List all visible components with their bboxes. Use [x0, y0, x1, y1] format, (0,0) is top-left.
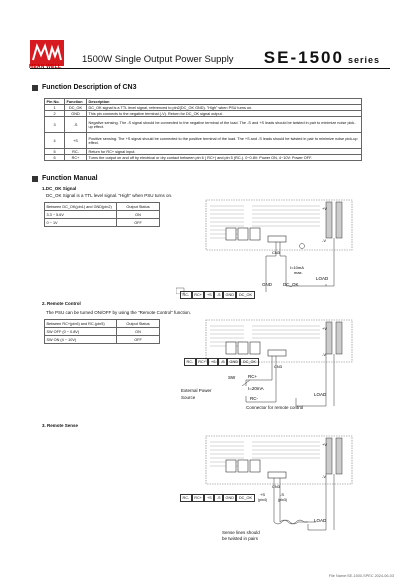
source-label: Source	[181, 395, 196, 400]
table-cell: 3.3 ~ 5.6V	[45, 211, 117, 219]
connector-strip-remote	[184, 358, 259, 366]
table-header: Output Status	[117, 320, 160, 328]
table-cell: +S	[65, 133, 87, 149]
table-cell: 3	[45, 117, 65, 133]
connector-strip-sense	[180, 494, 255, 502]
connector-strip-dcok	[180, 291, 255, 299]
table-header: Pin No.	[45, 99, 65, 105]
table-cell: GND	[65, 111, 87, 117]
load-label: LOAD	[314, 392, 327, 397]
mean-well-logo-icon	[30, 40, 64, 66]
table-header-row	[45, 320, 160, 328]
remote-status-table	[44, 319, 160, 344]
sw-label: SW	[228, 375, 236, 380]
table-cell: 4	[45, 133, 65, 149]
table-row	[45, 211, 160, 219]
connector-pin: DC_OK	[236, 291, 254, 299]
table-header-row	[45, 203, 160, 211]
load-label: LOAD	[316, 276, 329, 281]
table-cell: SW OFF (0 ~ 0.8V)	[45, 328, 117, 336]
connector-pin: RC-	[184, 358, 196, 366]
rc-minus-label: RC-	[250, 396, 258, 401]
connector-pin: RC-	[180, 291, 192, 299]
sense-note-line2: be twisted in pairs	[222, 536, 259, 541]
external-power-label: External Power	[181, 388, 212, 393]
table-row	[45, 328, 160, 336]
rc-plus-label: RC+	[248, 374, 258, 379]
table-header: Description	[87, 99, 362, 105]
plus-v-label: +V	[322, 206, 328, 211]
connector-pin: DC_OK	[236, 494, 254, 502]
page-header	[0, 0, 416, 72]
connector-pin: GND	[223, 494, 236, 502]
dcok-status-table	[44, 202, 160, 227]
table-cell: 0 ~ 1V	[45, 219, 117, 227]
cn3-title-text: Function Description of CN3	[42, 84, 137, 91]
connector-pin: RC+	[192, 494, 205, 502]
page-subtitle: 1500W Single Output Power Supply	[82, 54, 234, 65]
pin4-label: (pin4)	[258, 498, 267, 502]
connector-pin: RC+	[192, 291, 205, 299]
header-rule	[30, 68, 390, 69]
cn3-label: CN3	[274, 364, 283, 369]
connector-pin: +S	[204, 494, 214, 502]
table-cell: DC_OK signal is a TTL level signal, referenced to pin2(DC_OK GND). "High" when PSU turns on.	[87, 105, 362, 111]
dcok-heading: 1.DC_OK Signal	[42, 186, 77, 191]
table-row	[45, 155, 362, 161]
minus-v-label: -V	[322, 238, 326, 243]
table-row	[45, 336, 160, 344]
table-cell: ON	[117, 211, 160, 219]
connector-pin: RC-	[180, 494, 192, 502]
section-bullet-icon	[32, 176, 38, 182]
plus-v-label: +V	[322, 326, 328, 331]
cn3-pin-table	[44, 98, 362, 161]
plus-s-label: +S	[260, 492, 266, 497]
connector-pin: GND	[223, 291, 236, 299]
sense-note-line1: Sense lines should	[222, 530, 260, 535]
i-20ma-label: I=20mA	[248, 386, 264, 391]
section-bullet-icon	[32, 85, 38, 91]
manual-title-text: Function Manual	[42, 175, 98, 182]
table-cell: -S	[65, 117, 87, 133]
remote-description: The PSU can be turned ON/OFF by using the "Remote Control" function.	[46, 310, 192, 315]
table-cell: This pin connects to the negative terminal (-V). Return for DC_OK signal output.	[87, 111, 362, 117]
remote-heading: 2. Remote Control	[42, 301, 81, 306]
i-10ma-label: I=10mA	[290, 265, 304, 270]
table-cell: DC_OK	[65, 105, 87, 111]
table-cell: RC+	[65, 155, 87, 161]
model-title	[264, 48, 380, 68]
minus-v-label: -V	[322, 352, 326, 357]
manual-section-title	[32, 175, 98, 182]
connector-pin: GND	[227, 358, 240, 366]
table-cell: 6	[45, 155, 65, 161]
table-cell: Positive sensing. The +S signal should be connected to the positive terminal of the load. The +S and -S leads should be twisted in pair to minimize noise pick-up effect.	[87, 133, 362, 149]
connector-pin: -S	[214, 291, 223, 299]
table-header: Output Status	[117, 203, 160, 211]
cn3-label: CN3	[272, 250, 281, 255]
connector-pin: +S	[208, 358, 218, 366]
minus-v-label: -V	[322, 474, 326, 479]
connector-pin: +S	[204, 291, 214, 299]
connector-pin: -S	[218, 358, 227, 366]
cn3-label: CN3	[272, 484, 281, 489]
sense-heading: 3. Remote Sense	[42, 423, 79, 428]
connector-pin: RC+	[196, 358, 209, 366]
table-cell: Turns the output on and off by electrical or dry contact between pin 6 ( RC+) and pin 5 (RC-). 0~0.8V: Power ON, 4~10V: Power OFF.	[87, 155, 362, 161]
table-cell: OFF	[117, 336, 160, 344]
table-header: Between RC+(pin6) and RC-(pin5)	[45, 320, 117, 328]
cn3-section-title	[32, 84, 137, 91]
dcok-description: DC_OK Signal is a TTL level signal. "High" when PSU turns on.	[46, 193, 173, 198]
table-header: Between DC_OK(pin1) and GND(pin2)	[45, 203, 117, 211]
table-cell: Return for RC+ signal input.	[87, 149, 362, 155]
dc-ok-label: DC_OK	[283, 282, 299, 287]
table-cell: ON	[117, 328, 160, 336]
table-row	[45, 133, 362, 149]
connector-rc-label: Connector for remote control	[246, 405, 304, 410]
table-row	[45, 219, 160, 227]
gnd-label: GND	[262, 282, 272, 287]
pin3-label: (pin3)	[278, 498, 287, 502]
table-row	[45, 117, 362, 133]
table-cell: RC-	[65, 149, 87, 155]
table-cell: SW ON (4 ~ 10V)	[45, 336, 117, 344]
footer-file-name: File Name:SE-1500-SPEC 2024-06-03	[328, 574, 394, 578]
max-label: max.	[294, 270, 303, 275]
table-cell: 5	[45, 149, 65, 155]
table-cell: Negative sensing. The -S signal should be connected to the negative terminal of the load. The -S and +S leads should be twisted in pair to minimize noise pick-up effect.	[87, 117, 362, 133]
table-header: Function	[65, 99, 87, 105]
dcok-wiring-diagram	[176, 196, 360, 294]
table-cell: 2	[45, 111, 65, 117]
plus-v-label: +V	[322, 442, 328, 447]
brand-name: MEAN WELL	[29, 64, 62, 70]
series-word: series	[347, 55, 380, 65]
minus-s-label: -S	[280, 492, 284, 497]
remote-sense-wiring-diagram	[176, 432, 360, 544]
load-label: LOAD	[314, 518, 327, 523]
model-number: SE-1500	[263, 48, 344, 67]
connector-pin: DC_OK	[240, 358, 258, 366]
table-cell: 1	[45, 105, 65, 111]
connector-pin: -S	[214, 494, 223, 502]
table-cell: OFF	[117, 219, 160, 227]
